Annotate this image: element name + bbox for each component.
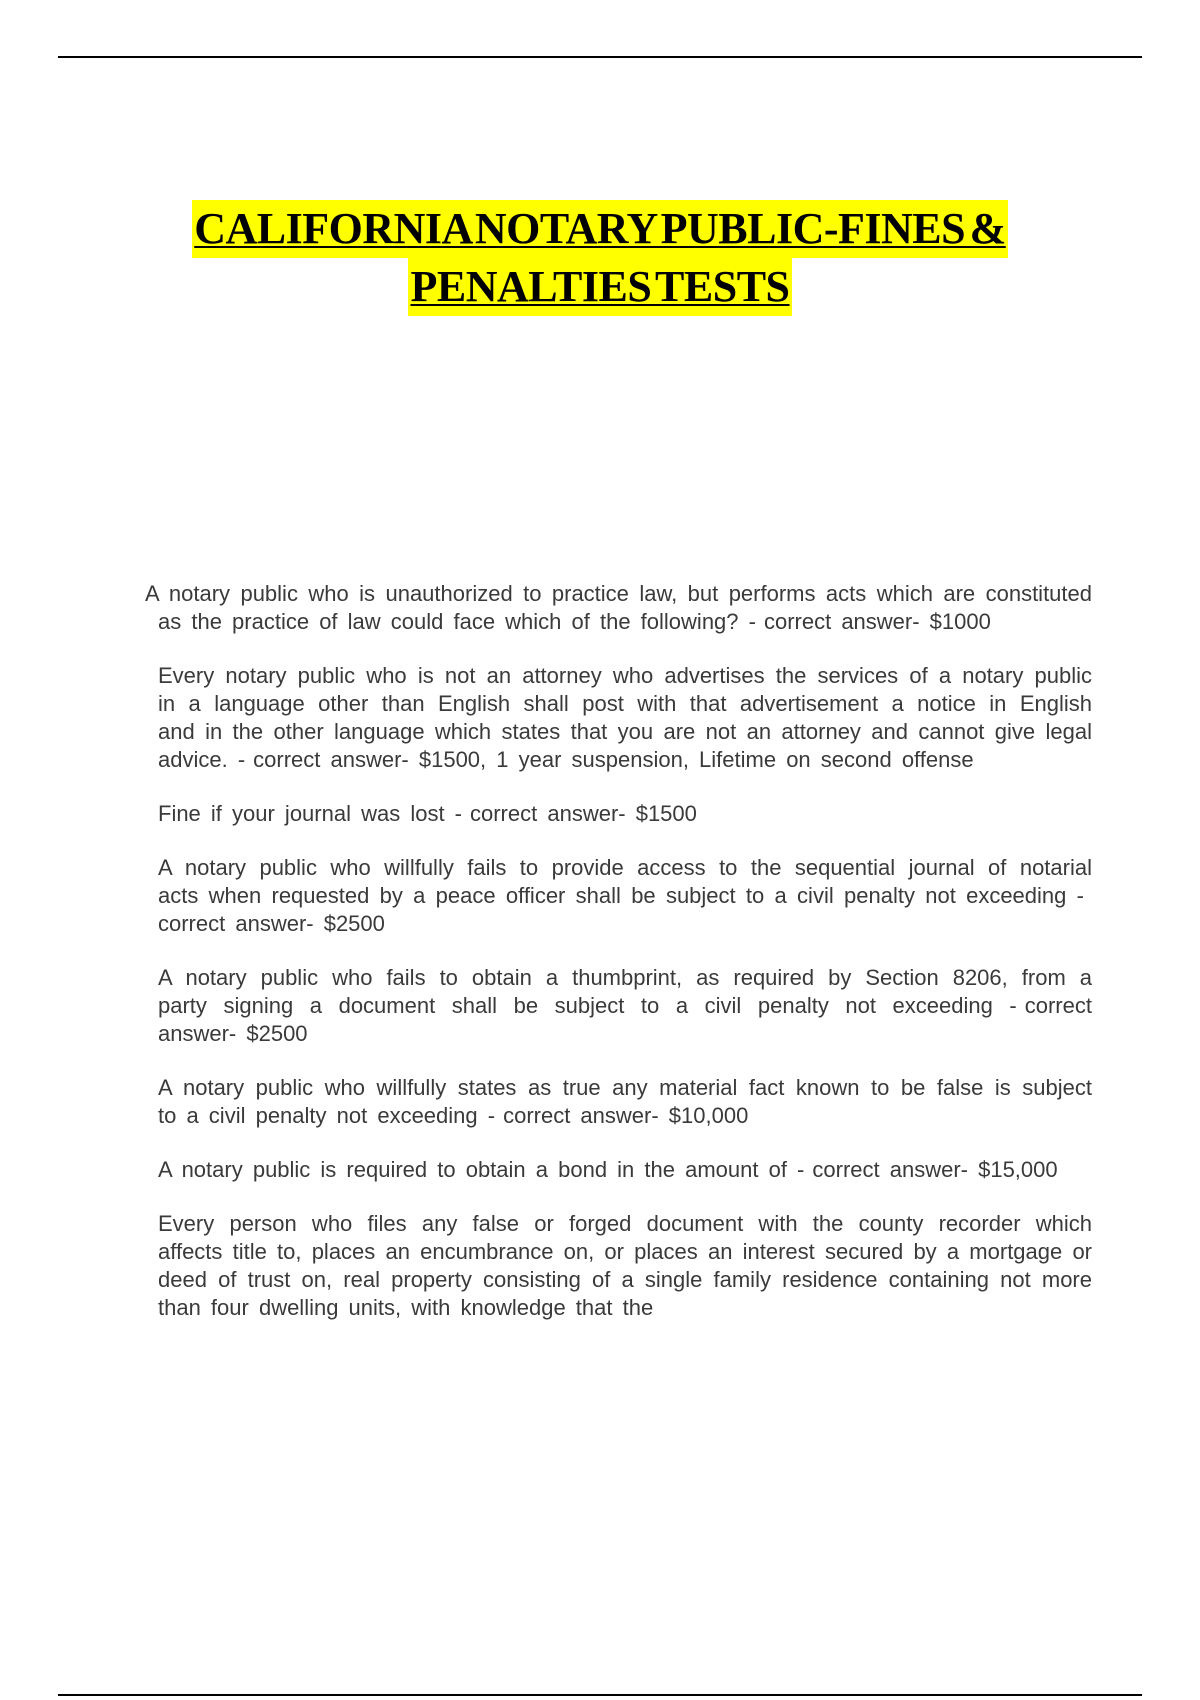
answer-text: correct answer- $15,000: [812, 1157, 1058, 1182]
document-title: [100, 200, 1100, 316]
qa-list: [146, 580, 1092, 1348]
qa-item: [146, 580, 1092, 636]
answer-text: correct answer- $1000: [763, 609, 991, 634]
question-text: A notary public who fails to obtain a thumbprint, as required by Section 8206, from a party signing a document shall be subject to a civil penalty not exceeding -: [158, 965, 1092, 1018]
answer-text: correct answer- $1500, 1 year suspension, Lifetime on second offense: [253, 747, 974, 772]
title-line-1: CALIFORNIA NOTARY PUBLIC-FINES &: [192, 200, 1008, 258]
qa-item: [146, 1210, 1092, 1322]
top-rule: [58, 56, 1142, 58]
bottom-rule: [58, 1694, 1142, 1696]
answer-text: correct answer- $2500: [158, 911, 385, 936]
question-text: A notary public who willfully fails to provide access to the sequential journal of notarial acts when requested by a peace officer shall be subject to a civil penalty not exceeding -: [158, 855, 1092, 908]
title-line-2: PENALTIES TESTS: [408, 258, 791, 316]
qa-item: [146, 854, 1092, 938]
question-text: A notary public is required to obtain a bond in the amount of -: [158, 1157, 805, 1182]
qa-item: [146, 662, 1092, 774]
answer-text: correct answer- $2500: [158, 993, 1092, 1046]
question-text: Fine if your journal was lost -: [158, 801, 462, 826]
qa-item: [146, 964, 1092, 1048]
answer-text: correct answer- $1500: [470, 801, 697, 826]
qa-item: [146, 800, 1092, 828]
question-text: Every person who files any false or forged document with the county recorder which affects title to, places an encumbrance on, or places an interest secured by a mortgage or deed of trust on, real property consisting of a single family residence containing not more than four dwelling units, with knowledge that the: [158, 1211, 1092, 1320]
question-text: Every notary public who is not an attorney who advertises the services of a notary public in a language other than English shall post with that advertisement a notice in English and in the other language which states that you are not an attorney and cannot give legal advice. -: [158, 663, 1092, 772]
answer-text: correct answer- $10,000: [503, 1103, 749, 1128]
qa-item: [146, 1156, 1092, 1184]
qa-item: [146, 1074, 1092, 1130]
question-text: A notary public who is unauthorized to practice law, but performs acts which are constituted as the practice of law could face which of the following? -: [145, 581, 1092, 634]
question-text: A notary public who willfully states as true any material fact known to be false is subject to a civil penalty not exceeding -: [158, 1075, 1092, 1128]
